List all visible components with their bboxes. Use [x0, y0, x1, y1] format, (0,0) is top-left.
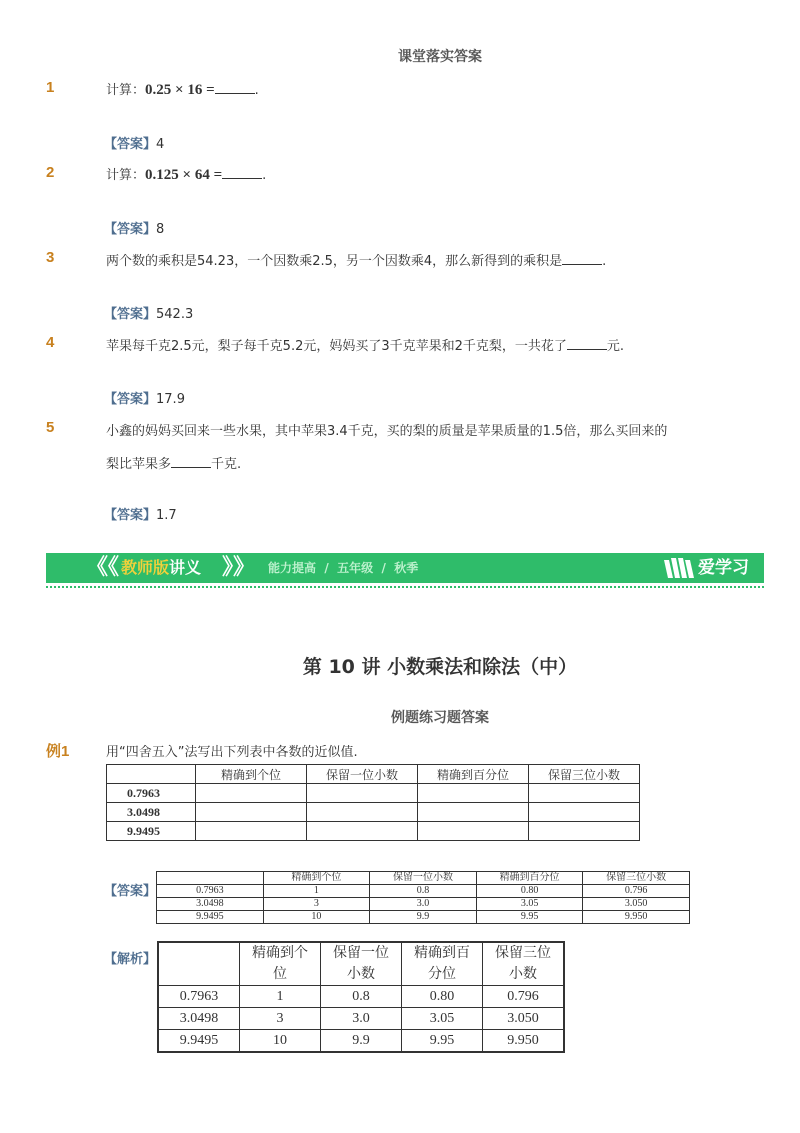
header-line: 位 [273, 967, 287, 982]
analysis-tag: 【解析】 [104, 952, 157, 967]
table-row [107, 822, 640, 841]
answer-blank [562, 252, 602, 265]
question-text [106, 335, 624, 354]
table-cell: 0.8 [321, 986, 402, 1008]
table-cell [418, 822, 529, 841]
example-label: 例1 [46, 743, 70, 760]
table-cell [307, 803, 418, 822]
answer-value: 17.9 [156, 392, 185, 407]
left-chevrons-icon: 《《 [86, 555, 120, 580]
table-cell: 9.950 [583, 911, 690, 924]
answer-tag: 【答案】 [104, 508, 157, 523]
table-cell: 0.80 [476, 885, 583, 898]
analysis-table [157, 941, 565, 1053]
table-cell: 9.950 [483, 1030, 565, 1053]
header-line: 保留三位 [495, 946, 551, 961]
section-title: 例题练习题答案 [391, 710, 489, 726]
table-cell: 3.0498 [107, 803, 196, 822]
table-cell: 9.95 [476, 911, 583, 924]
table-header-cell [240, 942, 321, 986]
banner-divider [46, 586, 764, 588]
table-cell: 0.80 [402, 986, 483, 1008]
example-table [106, 764, 640, 841]
table-cell: 10 [263, 911, 370, 924]
table-cell [196, 822, 307, 841]
right-chevrons-icon: 》》 [222, 555, 256, 580]
answer-blank [222, 166, 262, 179]
answer-blank [171, 455, 211, 468]
table-cell: 3.0498 [158, 1008, 240, 1030]
table-cell: 9.9 [370, 911, 477, 924]
answer-table [156, 871, 690, 924]
table-header-cell: 精确到百分位 [418, 765, 529, 784]
stripes-logo-icon [662, 556, 696, 580]
table-cell [529, 784, 640, 803]
header-line: 小数 [347, 967, 375, 982]
table-row [157, 885, 690, 898]
table-header-cell [321, 942, 402, 986]
question-body: 梨比苹果多 [106, 457, 172, 472]
table-header-cell [483, 942, 565, 986]
table-cell: 1 [263, 885, 370, 898]
header-line: 保留一位 [333, 946, 389, 961]
table-cell: 10 [240, 1030, 321, 1053]
table-cell: 3.0 [321, 1008, 402, 1030]
question-suffix: . [254, 83, 259, 98]
question-body: 苹果每千克2.5元，梨子每千克5.2元，妈妈买了3千克苹果和2千克梨，一共花了 [106, 339, 567, 354]
answer-line [104, 388, 185, 407]
table-cell: 3.0498 [157, 898, 264, 911]
breadcrumb [268, 553, 418, 583]
answer-blank [215, 81, 255, 94]
table-header-row [157, 872, 690, 885]
answer-tag: 【答案】 [104, 307, 157, 322]
answer-tag: 【答案】 [104, 392, 157, 407]
answer-line [104, 303, 193, 322]
breadcrumb-item: 秋季 [394, 561, 419, 575]
answer-value: 8 [156, 222, 165, 237]
table-row [158, 1030, 564, 1053]
question-number: 2 [46, 164, 55, 181]
answer-tag: 【答案】 [104, 222, 157, 237]
breadcrumb-separator: / [324, 561, 329, 575]
brand-logo-text: 爱学习 [698, 558, 749, 578]
table-cell: 9.95 [402, 1030, 483, 1053]
table-cell: 0.796 [583, 885, 690, 898]
table-cell: 0.7963 [158, 986, 240, 1008]
table-row [158, 1008, 564, 1030]
table-cell: 9.9495 [157, 911, 264, 924]
table-header-cell: 保留三位小数 [529, 765, 640, 784]
answer-tag: 【答案】 [104, 884, 157, 899]
question-number: 5 [46, 419, 55, 436]
question-text [106, 250, 606, 269]
question-number: 1 [46, 79, 55, 96]
header-line: 精确到百 [414, 946, 470, 961]
answer-value: 4 [156, 137, 165, 152]
banner-title [121, 553, 201, 583]
header-line: 小数 [509, 967, 537, 982]
table-header-cell [157, 872, 264, 885]
table-cell [196, 784, 307, 803]
table-cell: 9.9 [321, 1030, 402, 1053]
question-prefix: 计算： [106, 83, 146, 98]
banner-title-b: 讲义 [169, 558, 202, 577]
table-header-row [107, 765, 640, 784]
table-cell: 9.9495 [158, 1030, 240, 1053]
breadcrumb-item: 五年级 [337, 561, 374, 575]
table-cell: 0.7963 [107, 784, 196, 803]
answer-tag: 【答案】 [104, 137, 157, 152]
table-header-cell [158, 942, 240, 986]
table-header-cell: 保留一位小数 [370, 872, 477, 885]
table-row [107, 803, 640, 822]
table-cell: 0.796 [483, 986, 565, 1008]
answer-value: 1.7 [156, 508, 177, 523]
table-header-cell: 精确到百分位 [476, 872, 583, 885]
teacher-banner [46, 553, 764, 583]
table-cell: 3 [240, 1008, 321, 1030]
table-cell: 3.050 [483, 1008, 565, 1030]
table-header-row [158, 942, 564, 986]
section-title: 课堂落实答案 [398, 49, 482, 65]
table-cell [529, 803, 640, 822]
table-cell [418, 784, 529, 803]
table-cell: 9.9495 [107, 822, 196, 841]
question-prefix: 计算： [106, 168, 146, 183]
breadcrumb-separator: / [381, 561, 386, 575]
question-text [106, 164, 266, 184]
breadcrumb-item: 能力提高 [268, 561, 317, 575]
question-number: 3 [46, 249, 55, 266]
question-text: 小鑫的妈妈买回来一些水果，其中苹果3.4千克，买的梨的质量是苹果质量的1.5倍，那么买回来的 [106, 424, 668, 439]
table-cell: 1 [240, 986, 321, 1008]
table-cell [307, 822, 418, 841]
answer-line [104, 218, 164, 237]
table-row [157, 898, 690, 911]
table-header-cell: 保留一位小数 [307, 765, 418, 784]
example-text: 用“四舍五入”法写出下列表中各数的近似值. [106, 745, 358, 760]
table-row [157, 911, 690, 924]
table-header-cell [107, 765, 196, 784]
table-header-cell: 精确到个位 [196, 765, 307, 784]
question-text-line2 [106, 453, 241, 472]
question-number: 4 [46, 334, 55, 351]
table-header-cell: 保留三位小数 [583, 872, 690, 885]
table-header-cell: 精确到个位 [263, 872, 370, 885]
question-suffix: . [262, 168, 267, 183]
table-row [158, 986, 564, 1008]
answer-value: 542.3 [156, 307, 194, 322]
table-cell: 3 [263, 898, 370, 911]
question-text [106, 79, 259, 99]
table-cell: 3.05 [476, 898, 583, 911]
question-suffix: 元. [606, 339, 625, 354]
header-line: 分位 [428, 967, 456, 982]
question-suffix: 千克. [211, 457, 242, 472]
answer-blank [567, 337, 607, 350]
question-suffix: . [602, 254, 607, 269]
question-math: 0.125 × 64 = [145, 167, 223, 183]
table-cell [529, 822, 640, 841]
table-cell [307, 784, 418, 803]
table-header-cell [402, 942, 483, 986]
table-cell [418, 803, 529, 822]
question-body: 两个数的乘积是54.23，一个因数乘2.5，另一个因数乘4，那么新得到的乘积是 [106, 254, 563, 269]
banner-title-a: 教师版 [121, 558, 170, 577]
table-cell: 3.050 [583, 898, 690, 911]
answer-line [104, 504, 177, 523]
chapter-title: 第 10 讲 小数乘法和除法（中） [302, 656, 578, 678]
table-cell [196, 803, 307, 822]
header-line: 精确到个 [252, 946, 308, 961]
table-cell: 3.0 [370, 898, 477, 911]
table-cell: 0.7963 [157, 885, 264, 898]
answer-line [104, 133, 164, 152]
table-row [107, 784, 640, 803]
question-math: 0.25 × 16 = [145, 82, 215, 98]
table-cell: 3.05 [402, 1008, 483, 1030]
table-cell: 0.8 [370, 885, 477, 898]
